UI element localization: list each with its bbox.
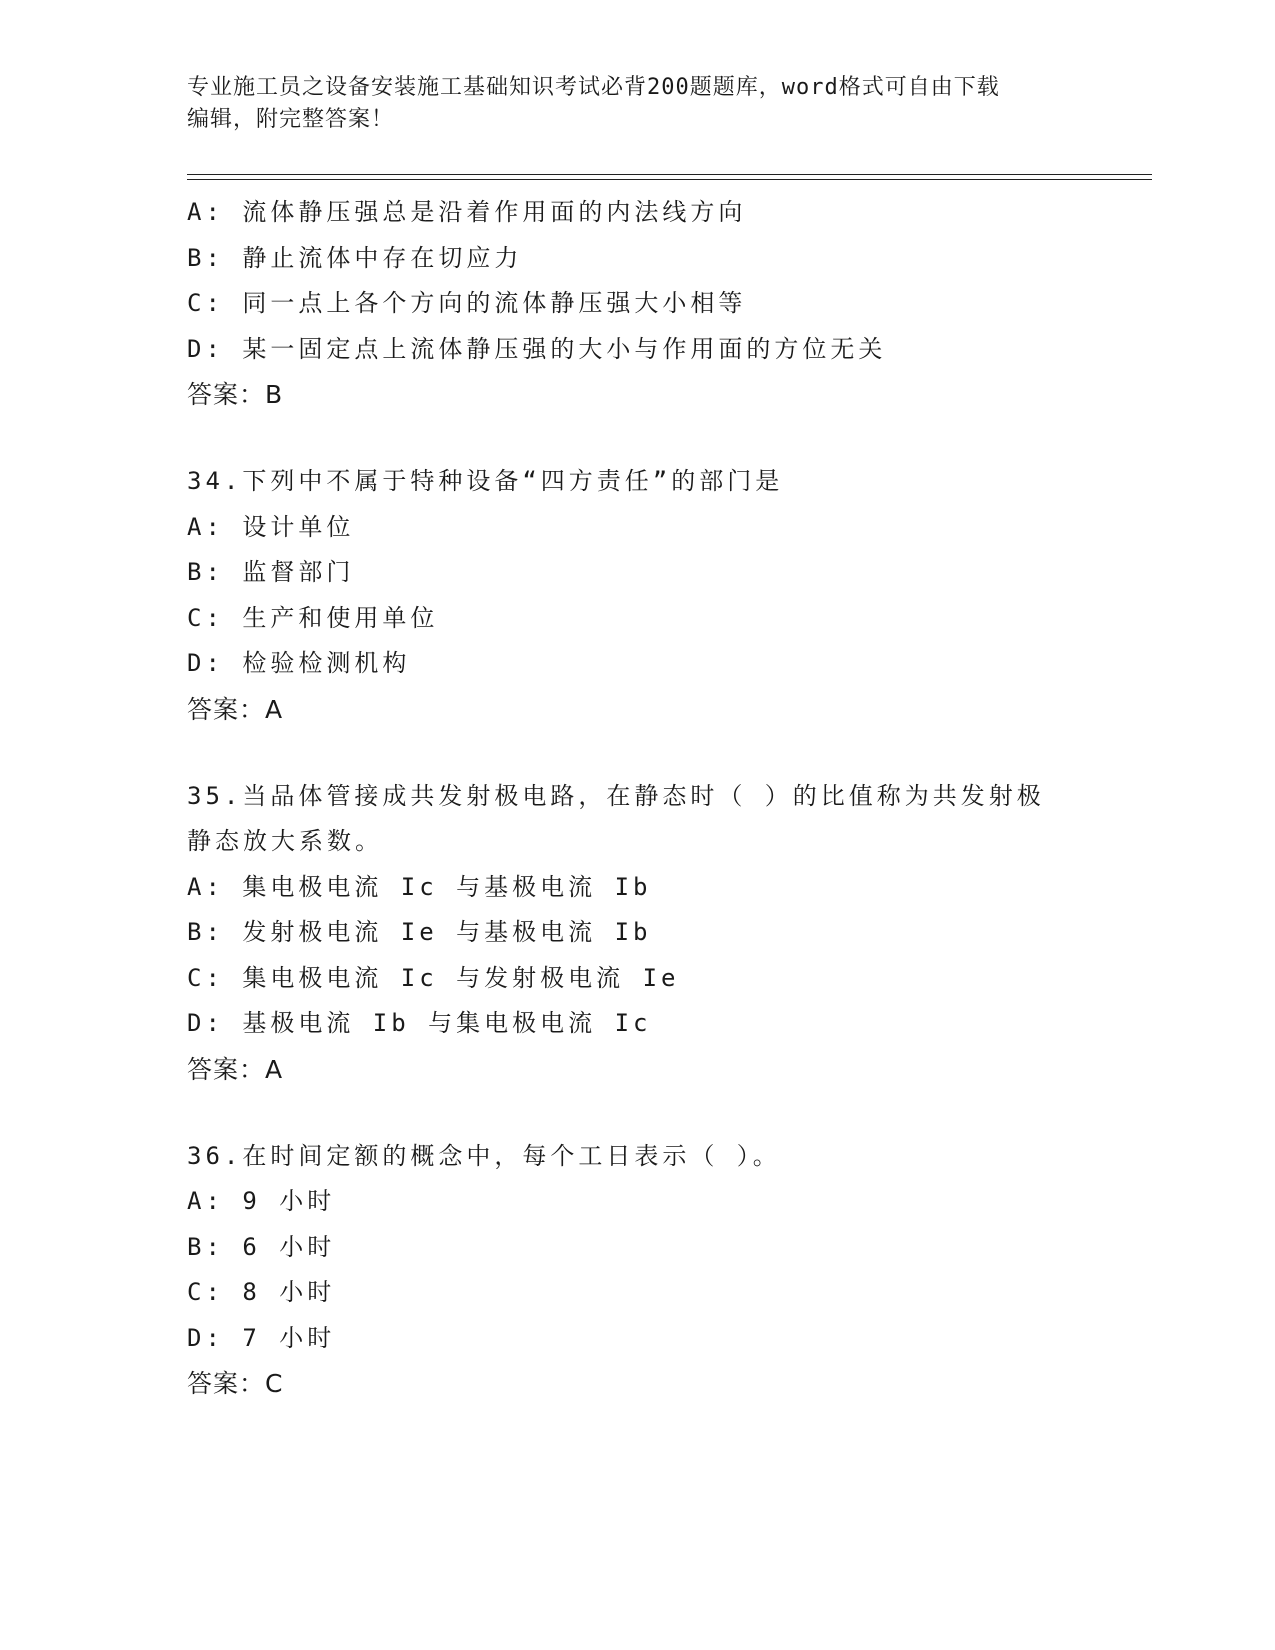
header-title-line1: 专业施工员之设备安装施工基础知识考试必背200题题库，word格式可自由下载: [187, 75, 1000, 100]
option-c: C: 同一点上各个方向的流体静压强大小相等: [187, 289, 747, 317]
header-divider-top: [187, 174, 1152, 175]
option-d: D: 7 小时: [187, 1323, 336, 1352]
question-text: 36.在时间定额的概念中，每个工日表示（ ）。: [187, 1141, 781, 1170]
option-b: B: 监督部门: [187, 558, 355, 586]
option-d: D: 检验检测机构: [187, 649, 411, 677]
option-a: A: 集电极电流 Ic 与基极电流 Ib: [187, 872, 652, 901]
option-d: D: 基极电流 Ib 与集电极电流 Ic: [187, 1009, 652, 1037]
option-d: D: 某一固定点上流体静压强的大小与作用面的方位无关: [187, 334, 887, 363]
header-title-line2: 编辑，附完整答案！: [187, 107, 395, 132]
answer-label: 答案：A: [187, 694, 284, 724]
question-text-line2: 静态放大系数。: [187, 827, 383, 855]
question-block-35: [187, 774, 1137, 1093]
option-b: B: 发射极电流 Ie 与基极电流 Ib: [187, 918, 652, 946]
answer-label: 答案：B: [187, 380, 284, 409]
question-text: 34.下列中不属于特种设备“四方责任”的部门是: [187, 467, 784, 495]
answer-label: 答案：C: [187, 1369, 284, 1398]
option-a: A: 设计单位: [187, 512, 355, 541]
option-c: C: 集电极电流 Ic 与发射极电流 Ie: [187, 963, 680, 992]
question-block-36: [187, 1134, 1137, 1408]
option-c: C: 生产和使用单位: [187, 603, 439, 632]
question-list: [187, 190, 1137, 1407]
option-a: A: 9 小时: [187, 1187, 336, 1215]
option-b: B: 静止流体中存在切应力: [187, 243, 523, 272]
question-block-33: [187, 190, 1137, 418]
document-header: [187, 72, 1087, 136]
question-block-34: [187, 459, 1137, 733]
answer-label: 答案：A: [187, 1054, 284, 1084]
option-c: C: 8 小时: [187, 1278, 336, 1306]
header-divider-bottom: [187, 179, 1152, 180]
option-a: A: 流体静压强总是沿着作用面的内法线方向: [187, 198, 747, 226]
question-text-line1: 35.当品体管接成共发射极电路，在静态时（ ）的比值称为共发射极: [187, 781, 1045, 810]
option-b: B: 6 小时: [187, 1232, 336, 1261]
